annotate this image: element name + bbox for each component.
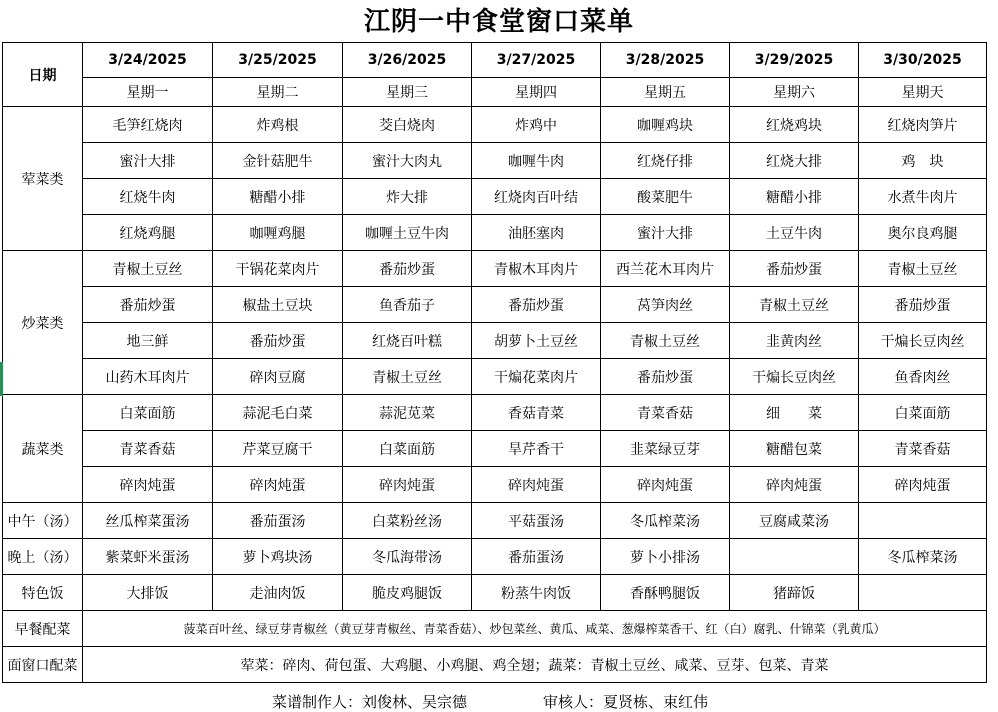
dish-cell: 干煸花菜肉片 [472, 359, 601, 395]
dish-cell: 冬瓜榨菜汤 [601, 503, 730, 539]
dish-cell: 茭白烧肉 [343, 107, 472, 143]
dish-cell: 紫菜虾米蛋汤 [83, 539, 213, 575]
dish-cell: 炸鸡根 [213, 107, 343, 143]
dish-cell: 鸡 块 [859, 143, 987, 179]
weekday-cell: 星期天 [859, 78, 987, 107]
dish-cell: 奥尔良鸡腿 [859, 215, 987, 251]
dish-cell: 丝瓜榨菜蛋汤 [83, 503, 213, 539]
dish-cell: 白菜面筋 [83, 395, 213, 431]
date-cell: 3/27/2025 [472, 43, 601, 78]
dish-cell: 平菇蛋汤 [472, 503, 601, 539]
dish-cell: 白菜面筋 [343, 431, 472, 467]
menu-row [3, 107, 987, 143]
menu-row [3, 431, 987, 467]
dish-cell: 红烧仔排 [601, 143, 730, 179]
category-label-veg: 蔬菜类 [3, 395, 83, 503]
menu-row [3, 503, 987, 539]
category-label-breakfast: 早餐配菜 [3, 611, 83, 647]
weekday-cell: 星期一 [83, 78, 213, 107]
dish-cell: 椒盐土豆块 [213, 287, 343, 323]
date-cell: 3/24/2025 [83, 43, 213, 78]
category-label-noon_soup: 中午（汤） [3, 503, 83, 539]
dish-cell [730, 539, 859, 575]
dish-cell: 青椒土豆丝 [343, 359, 472, 395]
dish-cell: 鱼香茄子 [343, 287, 472, 323]
dish-cell: 碎肉炖蛋 [472, 467, 601, 503]
dish-cell: 粉蒸牛肉饭 [472, 575, 601, 611]
dish-cell: 红烧鸡腿 [83, 215, 213, 251]
dish-cell: 干锅花菜肉片 [213, 251, 343, 287]
date-cell: 3/26/2025 [343, 43, 472, 78]
date-cell: 3/25/2025 [213, 43, 343, 78]
menu-table [2, 42, 987, 683]
menu-row [3, 395, 987, 431]
menu-row [3, 179, 987, 215]
dish-cell: 韭黄肉丝 [730, 323, 859, 359]
dish-cell: 胡萝卜土豆丝 [472, 323, 601, 359]
dish-cell: 咖喱鸡腿 [213, 215, 343, 251]
dish-cell: 韭菜绿豆芽 [601, 431, 730, 467]
category-label-stirfry: 炒菜类 [3, 251, 83, 395]
dish-cell: 豆腐咸菜汤 [730, 503, 859, 539]
dish-cell: 大排饭 [83, 575, 213, 611]
category-label-evening_soup: 晚上（汤） [3, 539, 83, 575]
page-title: 江阴一中食堂窗口菜单 [363, 7, 634, 37]
menu-reviewer: 审核人：夏贤栋、束红伟 [543, 693, 709, 711]
dish-cell: 糖醋包菜 [730, 431, 859, 467]
dish-cell: 蒜泥苋菜 [343, 395, 472, 431]
dish-cell: 香酥鸭腿饭 [601, 575, 730, 611]
menu-row [3, 323, 987, 359]
dish-cell: 碎肉炖蛋 [213, 467, 343, 503]
dish-cell: 番茄炒蛋 [601, 359, 730, 395]
dish-cell: 炸鸡中 [472, 107, 601, 143]
noodle-items-text: 荤菜：碎肉、荷包蛋、大鸡腿、小鸡腿、鸡全翅；蔬菜：青椒土豆丝、咸菜、豆芽、包菜、青菜 [83, 647, 987, 683]
dish-cell: 干煸长豆肉丝 [859, 323, 987, 359]
menu-maker: 菜谱制作人：刘俊林、吴宗德 [272, 693, 468, 711]
breakfast-items-text: 菠菜百叶丝、绿豆芽青椒丝（黄豆芽青椒丝、青菜香菇）、炒包菜丝、黄瓜、咸菜、葱爆榨菜香干、红（白）腐乳、什锦菜（乳黄瓜） [83, 611, 987, 647]
dish-cell: 蒜泥毛白菜 [213, 395, 343, 431]
dish-cell: 青椒土豆丝 [730, 287, 859, 323]
menu-row [3, 78, 987, 107]
menu-row [3, 611, 987, 647]
dish-cell: 毛笋红烧肉 [83, 107, 213, 143]
dish-cell: 青菜香菇 [83, 431, 213, 467]
dish-cell: 细 菜 [730, 395, 859, 431]
dish-cell: 萝卜鸡块汤 [213, 539, 343, 575]
dish-cell: 番茄炒蛋 [343, 251, 472, 287]
dish-cell: 炸大排 [343, 179, 472, 215]
date-cell: 3/28/2025 [601, 43, 730, 78]
dish-cell: 青椒木耳肉片 [472, 251, 601, 287]
dish-cell: 蜜汁大肉丸 [343, 143, 472, 179]
dish-cell: 白菜面筋 [859, 395, 987, 431]
menu-row [3, 215, 987, 251]
menu-row [3, 287, 987, 323]
dish-cell [859, 575, 987, 611]
dish-cell: 脆皮鸡腿饭 [343, 575, 472, 611]
weekday-cell: 星期四 [472, 78, 601, 107]
dish-cell: 走油肉饭 [213, 575, 343, 611]
dish-cell: 猪蹄饭 [730, 575, 859, 611]
dish-cell: 山药木耳肉片 [83, 359, 213, 395]
dish-cell: 番茄炒蛋 [472, 287, 601, 323]
dish-cell: 酸菜肥牛 [601, 179, 730, 215]
dish-cell: 白菜粉丝汤 [343, 503, 472, 539]
dish-cell: 碎肉炖蛋 [601, 467, 730, 503]
dish-cell: 蜜汁大排 [83, 143, 213, 179]
dish-cell: 红烧肉笋片 [859, 107, 987, 143]
menu-row [3, 251, 987, 287]
dish-cell: 鱼香肉丝 [859, 359, 987, 395]
dish-cell: 芹菜豆腐干 [213, 431, 343, 467]
menu-row [3, 359, 987, 395]
dish-cell: 萝卜小排汤 [601, 539, 730, 575]
menu-row [3, 143, 987, 179]
dish-cell: 碎肉炖蛋 [730, 467, 859, 503]
dish-cell: 青椒土豆丝 [83, 251, 213, 287]
dish-cell: 冬瓜海带汤 [343, 539, 472, 575]
dish-cell: 咖喱鸡块 [601, 107, 730, 143]
selection-edge-marker [0, 362, 3, 396]
category-label-special: 特色饭 [3, 575, 83, 611]
dish-cell: 地三鲜 [83, 323, 213, 359]
dish-cell: 水煮牛肉片 [859, 179, 987, 215]
footer [0, 690, 998, 711]
dish-cell: 番茄炒蛋 [213, 323, 343, 359]
dish-cell: 莴笋肉丝 [601, 287, 730, 323]
menu-row [3, 467, 987, 503]
dish-cell: 碎肉炖蛋 [859, 467, 987, 503]
dish-cell: 香菇青菜 [472, 395, 601, 431]
dish-cell: 土豆牛肉 [730, 215, 859, 251]
dish-cell: 糖醋小排 [730, 179, 859, 215]
dish-cell: 咖喱土豆牛肉 [343, 215, 472, 251]
menu-row [3, 43, 987, 78]
date-cell: 3/29/2025 [730, 43, 859, 78]
dish-cell: 番茄蛋汤 [472, 539, 601, 575]
dish-cell: 番茄炒蛋 [83, 287, 213, 323]
dish-cell: 番茄蛋汤 [213, 503, 343, 539]
dish-cell [859, 503, 987, 539]
dish-cell: 干煸长豆肉丝 [730, 359, 859, 395]
dish-cell: 红烧牛肉 [83, 179, 213, 215]
dish-cell: 青菜香菇 [859, 431, 987, 467]
dish-cell: 碎肉炖蛋 [83, 467, 213, 503]
dish-cell: 旱芹香干 [472, 431, 601, 467]
date-cell: 3/30/2025 [859, 43, 987, 78]
dish-cell: 番茄炒蛋 [859, 287, 987, 323]
dish-cell: 番茄炒蛋 [730, 251, 859, 287]
dish-cell: 青椒土豆丝 [601, 323, 730, 359]
dish-cell: 红烧肉百叶结 [472, 179, 601, 215]
dish-cell: 青菜香菇 [601, 395, 730, 431]
weekday-cell: 星期五 [601, 78, 730, 107]
dish-cell: 蜜汁大排 [601, 215, 730, 251]
weekday-cell: 星期二 [213, 78, 343, 107]
dish-cell: 红烧鸡块 [730, 107, 859, 143]
dish-cell: 青椒土豆丝 [859, 251, 987, 287]
dish-cell: 油胚塞肉 [472, 215, 601, 251]
menu-row [3, 539, 987, 575]
dish-cell: 西兰花木耳肉片 [601, 251, 730, 287]
dish-cell: 红烧大排 [730, 143, 859, 179]
category-label-noodle: 面窗口配菜 [3, 647, 83, 683]
dish-cell: 糖醋小排 [213, 179, 343, 215]
weekday-cell: 星期三 [343, 78, 472, 107]
weekday-cell: 星期六 [730, 78, 859, 107]
dish-cell: 碎肉炖蛋 [343, 467, 472, 503]
dish-cell: 冬瓜榨菜汤 [859, 539, 987, 575]
dish-cell: 金针菇肥牛 [213, 143, 343, 179]
dish-cell: 碎肉豆腐 [213, 359, 343, 395]
menu-row [3, 647, 987, 683]
date-header-label: 日期 [3, 43, 83, 107]
menu-row [3, 575, 987, 611]
dish-cell: 红烧百叶糕 [343, 323, 472, 359]
category-label-meat: 荤菜类 [3, 107, 83, 251]
dish-cell: 咖喱牛肉 [472, 143, 601, 179]
